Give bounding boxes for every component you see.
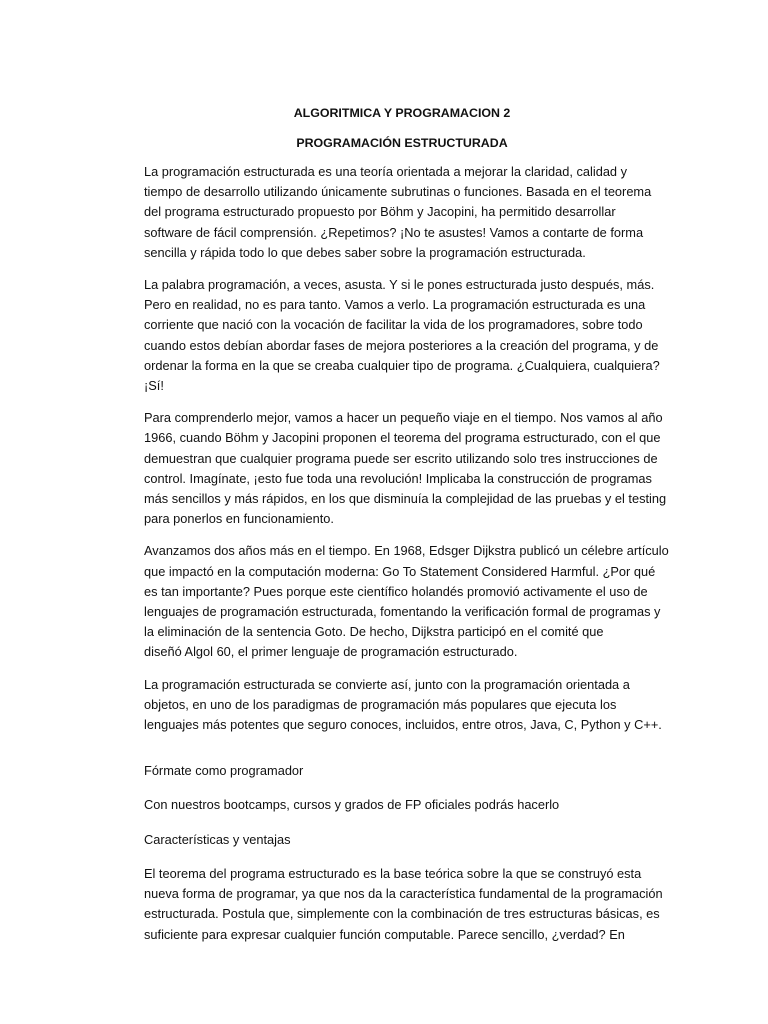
text-line: software de fácil comprensión. ¿Repetimos? ¡No te asustes! Vamos a contarte de forma xyxy=(144,224,644,240)
document-title: ALGORITMICA Y PROGRAMACION 2 xyxy=(293,106,511,120)
text-line: demuestran que cualquier programa puede ser escrito utilizando solo tres instrucciones de xyxy=(144,450,658,466)
text-line: 1966, cuando Böhm y Jacopini proponen el teorema del programa estructurado, con el que xyxy=(144,430,661,446)
text-line: lenguajes de programación estructurada, fomentando la verificación formal de programas y xyxy=(144,604,661,620)
text-line: sencilla y rápida todo lo que debes saber sobre la programación estructurada. xyxy=(144,244,586,260)
promo-line: Con nuestros bootcamps, cursos y grados de FP oficiales podrás hacerlo xyxy=(144,797,560,813)
paragraph-theorem xyxy=(144,864,663,945)
text-line: Avanzamos dos años más en el tiempo. En 1968, Edsger Dijkstra publicó un célebre artículo xyxy=(144,543,669,559)
text-line: diseñó Algol 60, el primer lenguaje de programación estructurado. xyxy=(144,644,518,660)
text-line: la eliminación de la sentencia Goto. De hecho, Dijkstra participó en el comité que xyxy=(144,624,604,640)
text-line: para ponerlos en funcionamiento. xyxy=(144,511,334,527)
text-line: control. Imagínate, ¡esto fue toda una revolución! Implicaba la construcción de programas xyxy=(144,470,652,486)
blank-line xyxy=(144,747,660,761)
document-subtitle: PROGRAMACIÓN ESTRUCTURADA xyxy=(296,136,508,150)
text-line: más sencillos y más rápidos, en los que disminuía la complejidad de las pruebas y el testing xyxy=(144,491,667,507)
text-line: cuando estos debían abordar fases de mejora posteriores a la creación del programa, y de xyxy=(144,337,659,353)
paragraph-dijkstra xyxy=(144,541,669,662)
text-line: objetos, en uno de los paradigmas de programación más populares que ejecuta los xyxy=(144,696,617,712)
text-line: Para comprenderlo mejor, vamos a hacer un pequeño viaje en el tiempo. Nos vamos al año xyxy=(144,410,663,426)
section-heading: Fórmate como programador xyxy=(144,763,304,779)
text-line: que impactó en la computación moderna: Go To Statement Considered Harmful. ¿Por qué xyxy=(144,563,656,579)
text-line: El teorema del programa estructurado es la base teórica sobre la que se construyó esta xyxy=(144,865,642,881)
text-line: La programación estructurada se convierte así, junto con la programación orientada a xyxy=(144,676,630,692)
text-line: nueva forma de programar, ya que nos da la característica fundamental de la programación xyxy=(144,886,663,902)
text-line: suficiente para expresar cualquier función computable. Parece sencillo, ¿verdad? En xyxy=(144,926,625,942)
text-line: tiempo de desarrollo utilizando únicamente subrutinas o funciones. Basada en el teorema xyxy=(144,184,652,200)
features-heading: Características y ventajas xyxy=(144,831,291,847)
paragraph-paradigms xyxy=(144,675,660,736)
text-line: corriente que nació con la vocación de facilitar la vida de los programadores, sobre todo xyxy=(144,317,643,333)
document-page xyxy=(144,104,669,957)
text-line: del programa estructurado propuesto por Böhm y Jacopini, ha permitido desarrollar xyxy=(144,204,616,220)
text-line: ordenar la forma en la que se creaba cualquier tipo de programa. ¿Cualquiera, cualquiera? xyxy=(144,357,660,373)
paragraph-history xyxy=(144,408,667,529)
text-line: La palabra programación, a veces, asusta. Y si le pones estructurada justo después, más. xyxy=(144,277,655,293)
paragraph-word xyxy=(144,275,660,396)
text-line: Pero en realidad, no es para tanto. Vamos a verlo. La programación estructurada es una xyxy=(144,297,646,313)
paragraph-intro xyxy=(144,162,660,263)
text-line: estructurada. Postula que, simplemente con la combinación de tres estructuras básicas, es xyxy=(144,906,660,922)
text-line: lenguajes más potentes que seguro conoces, incluidos, entre otros, Java, C, Python y C++. xyxy=(144,717,662,733)
text-line: ¡Sí! xyxy=(144,378,164,394)
text-line: es tan importante? Pues porque este científico holandés promovió activamente el uso de xyxy=(144,583,648,599)
text-line: La programación estructurada es una teoría orientada a mejorar la claridad, calidad y xyxy=(144,164,628,179)
